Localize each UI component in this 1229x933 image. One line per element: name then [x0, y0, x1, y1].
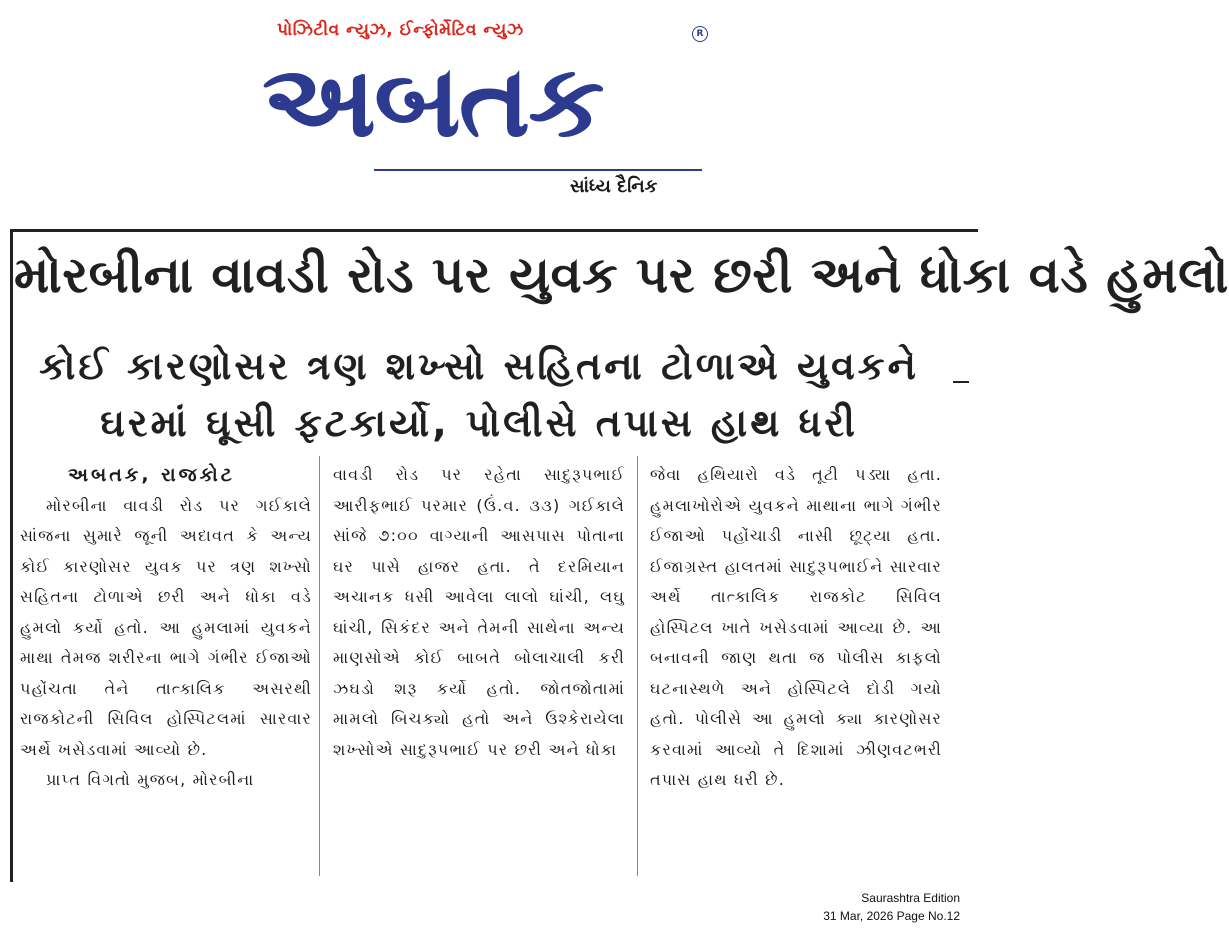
edition-info	[823, 889, 960, 925]
masthead-tagline: પોઝિટીવ ન્યુઝ, ઈન્ફોર્મેટિવ ન્યુઝ	[277, 20, 524, 40]
registered-mark-icon: R	[692, 26, 708, 42]
column-1-paragraph-2: પ્રાપ્ત વિગતો મુજબ, મોરબીના	[46, 770, 255, 789]
column-1-paragraph-1: મોરબીના વાવડી રોડ પર ગઈકાલે સાંજના સુમારે જૂની અદાવત કે અન્ય કોઈ કારણોસર યુવક પર ત્રણ શખ્સો સહિતના ટોળાએ છરી અને ધોકા વડે હુમલો કર્યો હતો. આ હુમલામાં યુવકને માથા તેમજ શરીરના ભાગે ગંભીર ઈજાઓ પહોંચતા તેને તાત્કાલિક અસરથી રાજકોટની સિવિલ હોસ્પિટલમાં સારવાર અર્થે ખસેડવામાં આવ્યો છે.	[20, 495, 312, 759]
article-column-3	[650, 460, 942, 796]
margin-tick	[953, 381, 969, 383]
column-divider	[637, 456, 638, 876]
column-3-text: જેવા હથિયારો વડે તૂટી પડ્યા હતા. હુમલાખોરોએ યુવકને માથાના ભાગે ગંભીર ઈજાઓ પહોંચાડી નાસી છૂટ્યા હતા. ઈજાગ્રસ્ત હાલતમાં સાદુરૂપભાઈને સારવાર અર્થે તાત્કાલિક રાજકોટ સિવિલ હોસ્પિટલ ખાતે ખસેડવામાં આવ્યા છે. આ બનાવની જાણ થતા જ પોલીસ કાફલો ઘટનાસ્થળે અને હોસ્પિટલે દોડી ગયો હતો. પોલીસે આ હુમલો ક્યા કારણોસર કરવામાં આવ્યો તે દિશામાં ઝીણવટભરી તપાસ હાથ ધરી છે.	[650, 465, 942, 789]
article-column-1	[20, 460, 312, 796]
edition-name: Saurashtra Edition	[861, 891, 960, 905]
edition-date-page: 31 Mar, 2026 Page No.12	[823, 909, 960, 923]
article-byline: અબતક, રાજકોટ	[68, 464, 235, 486]
article-subheadline-2: ઘરમાં ઘૂસી ફટકાર્યો, પોલીસે તપાસ હાથ ધરી	[100, 401, 858, 445]
masthead-subtitle: સાંધ્ય દૈનિક	[570, 176, 658, 197]
article-left-border	[10, 229, 13, 882]
article-headline: મોરબીના વાવડી રોડ પર યુવક પર છરી અને ધોકા વડે હુમલો	[14, 246, 1229, 304]
masthead	[262, 12, 712, 207]
article-column-2	[333, 460, 625, 765]
column-2-text: વાવડી રોડ પર રહેતા સાદુરૂપભાઈ આરીફભાઈ પરમાર (ઉં.વ. ૩૩) ગઈકાલે સાંજે ૭:૦૦ વાગ્યાની આસપાસ પોતાના ઘર પાસે હાજર હતા. તે દરમિયાન અચાનક ધસી આવેલા લાલો ઘાંચી, લઘુ ઘાંચી, સિકંદર અને તેમની સાથેના અન્ય માણસોએ કોઈ બાબતે બોલાચાલી કરી ઝઘડો શરૂ કર્યો હતો. જોતજોતામાં મામલો બિચક્યો હતો અને ઉશ્કેરાયેલા શખ્સોએ સાદુરૂપભાઈ પર છરી અને ધોકા	[333, 465, 625, 759]
article-top-border	[10, 229, 978, 232]
newspaper-logo: અબતક	[262, 44, 603, 160]
column-divider	[319, 456, 320, 876]
logo-underline	[374, 169, 702, 171]
article-subheadline-1: કોઈ કારણોસર ત્રણ શખ્સો સહિતના ટોળાએ યુવકને	[39, 344, 919, 388]
